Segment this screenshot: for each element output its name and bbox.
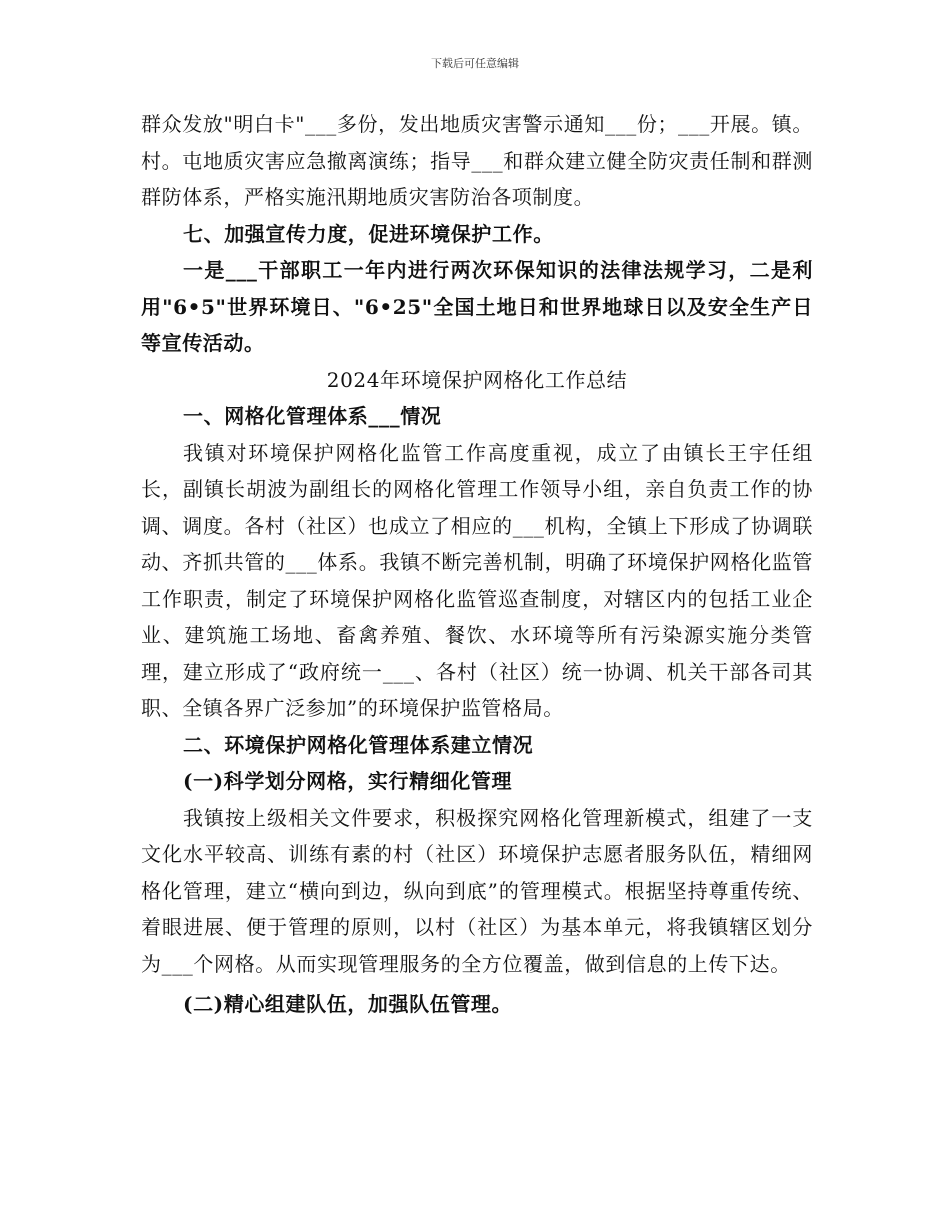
paragraph-grid-leadership: 我镇对环境保护网格化监管工作高度重视，成立了由镇长王宇任组长，副镇长胡波为副组长的网格化管理工作领导小组，亲自负责工作的协调、调度。各村（社区）也成立了相应的___机构，全镇上下形成了协调联动、齐抓共管的___体系。我镇不断完善机制，明确了环境保护网格化监管工作职责，制定了环境保护网格化监管巡查制度，对辖区内的包括工业企业、建筑施工场地、畜禽养殖、餐饮、水环境等所有污染源实施分类管理，建立形成了“政府统一___、各村（社区）统一协调、机关干部各司其职、全镇各界广泛参加”的环境保护监管格局。 [141,440,813,720]
paragraph-disaster-warning: 群众发放"明白卡"___多份，发出地质灾害警示通知___份；___开展。镇。村。屯地质灾害应急撤离演练；指导___和群众建立健全防灾责任制和群测群防体系，严格实施汛期地质灾害防治各项制度。 [141,112,813,209]
heading-section-seven: 七、加强宣传力度，促进环境保护工作。 [183,221,554,246]
heading-subsection-two: (二)精心组建队伍，加强队伍管理。 [183,992,513,1016]
paragraph-grid-division: 我镇按上级相关文件要求，积极探究网格化管理新模式，组建了一支文化水平较高、训练有素的村（社区）环境保护志愿者服务队伍，精细网格化管理，建立“横向到边，纵向到底”的管理模式。根据坚持尊重传统、着眼进展、便于管理的原则，以村（社区）为基本单元，将我镇辖区划分为___个网格。从而实现管理服务的全方位覆盖，做到信息的上传下达。 [141,805,813,976]
paragraph-publicity: 一是___干部职工一年内进行两次环保知识的法律法规学习，二是利用"6•5"世界环境日、"6•25"全国土地日和世界地球日以及安全生产日等宣传活动。 [141,258,813,355]
heading-section-two: 二、环境保护网格化管理体系建立情况 [183,732,534,757]
document-body [141,106,813,1023]
heading-subsection-one: (一)科学划分网格，实行精细化管理 [183,769,513,793]
page-header: 下载后可任意编辑 [431,57,519,70]
heading-section-one: 一、网格化管理体系___情况 [183,404,442,428]
document-title: 2024年环境保护网格化工作总结 [326,367,628,392]
